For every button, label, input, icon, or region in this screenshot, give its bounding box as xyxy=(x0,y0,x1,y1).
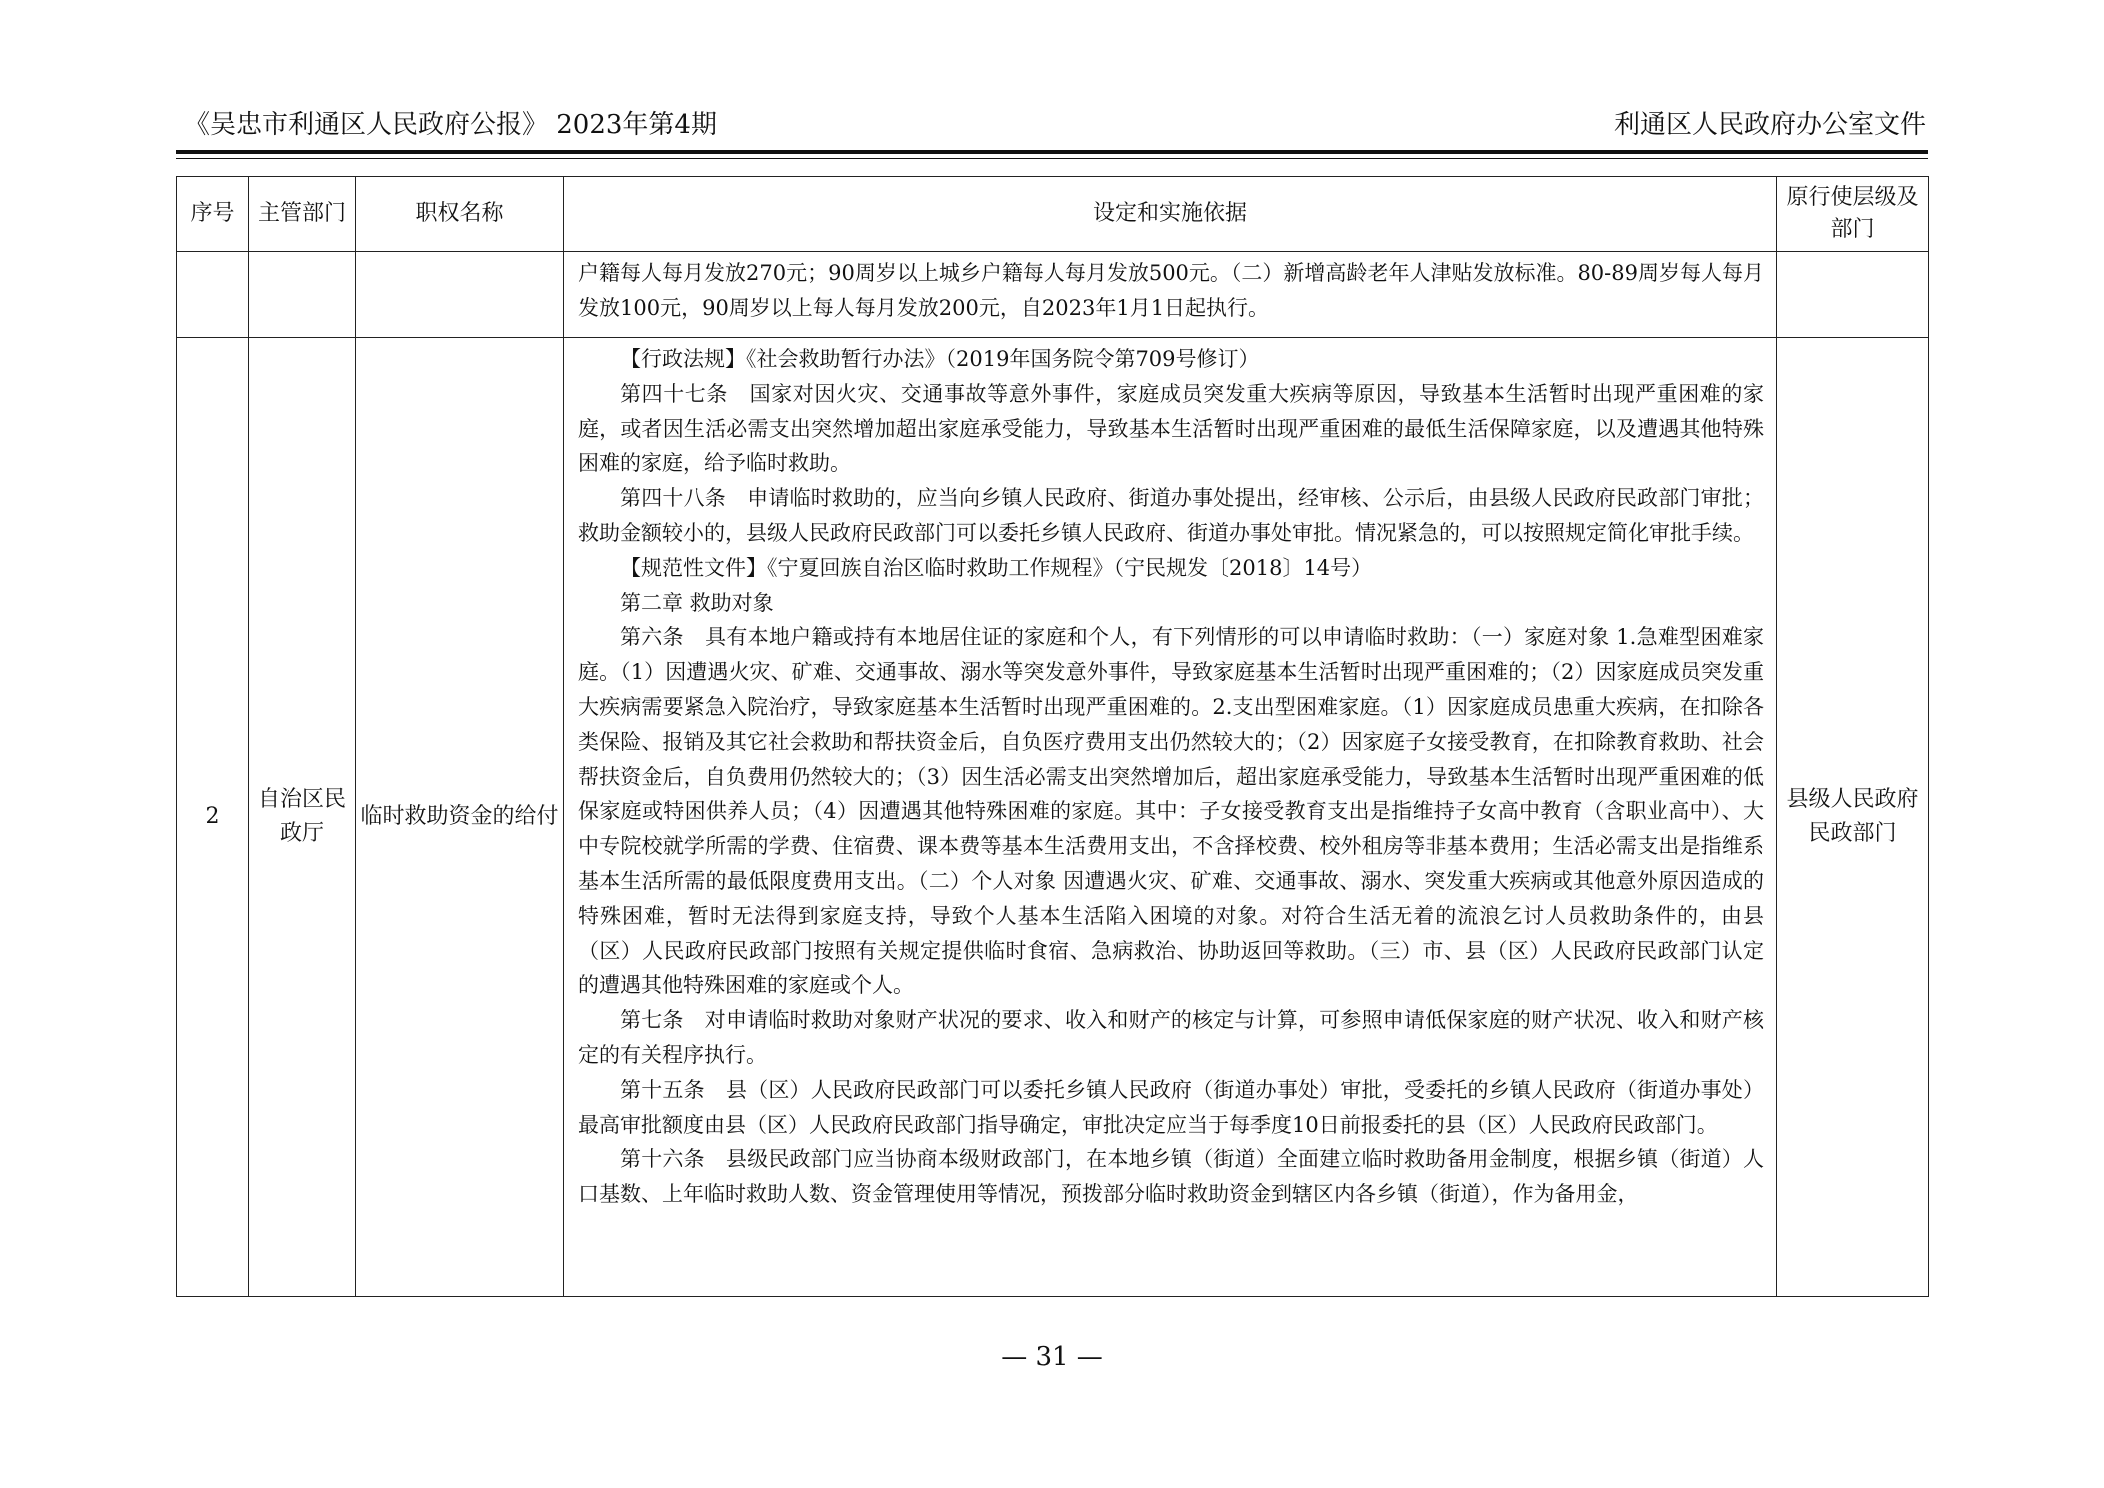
basis-paragraph: 户籍每人每月发放270元；90周岁以上城乡户籍每人每月发放500元。（二）新增高龄老年人津贴发放标准。80-89周岁每人每月发放100元，90周岁以上每人每月发放200元，自2023年1月1日起执行。 xyxy=(578,261,1764,320)
cell-empty xyxy=(177,252,249,338)
cell-dept: 自治区民政厅 xyxy=(249,338,356,1297)
table-header-row xyxy=(177,177,1929,252)
cell-basis-continuation xyxy=(564,252,1777,338)
basis-paragraph: 第十六条 县级民政部门应当协商本级财政部门，在本地乡镇（街道）全面建立临时救助备用金制度，根据乡镇（街道）人口基数、上年临时救助人数、资金管理使用等情况，预拨部分临时救助资金到辖区内各乡镇（街道），作为备用金， xyxy=(578,1147,1764,1207)
basis-paragraph: 【行政法规】《社会救助暂行办法》（2019年国务院令第709号修订） xyxy=(620,347,1260,371)
cell-empty xyxy=(1777,252,1929,338)
basis-paragraph: 第七条 对申请临时救助对象财产状况的要求、收入和财产的核定与计算，可参照申请低保家庭的财产状况、收入和财产核定的有关程序执行。 xyxy=(578,1008,1764,1067)
cell-no: 2 xyxy=(177,338,249,1297)
header-rule-thin xyxy=(176,158,1928,159)
basis-paragraph: 第二章 救助对象 xyxy=(620,590,774,615)
basis-paragraph: 第四十八条 申请临时救助的，应当向乡镇人民政府、街道办事处提出，经审核、公示后，由县级人民政府民政部门审批；救助金额较小的，县级人民政府民政部门可以委托乡镇人民政府、街道办事处审批。情况紧急的，可以按照规定简化审批手续。 xyxy=(578,486,1764,545)
col-header-authority: 职权名称 xyxy=(356,177,564,252)
authority-table xyxy=(176,176,1929,1297)
basis-paragraph: 第四十七条 国家对因火灾、交通事故等意外事件，家庭成员突发重大疾病等原因，导致基本生活暂时出现严重困难的家庭，或者因生活必需支出突然增加超出家庭承受能力，导致基本生活暂时出现严重困难的最低生活保障家庭，以及遭遇其他特殊困难的家庭，给予临时救助。 xyxy=(578,381,1764,476)
col-header-basis: 设定和实施依据 xyxy=(564,177,1777,252)
gazette-title: 《吴忠市利通区人民政府公报》 2023年第4期 xyxy=(184,110,717,140)
cell-empty xyxy=(356,252,564,338)
cell-empty xyxy=(249,252,356,338)
table-row xyxy=(177,338,1929,1297)
basis-paragraph: 第十五条 县（区）人民政府民政部门可以委托乡镇人民政府（街道办事处）审批，受委托的乡镇人民政府（街道办事处）最高审批额度由县（区）人民政府民政部门指导确定，审批决定应当于每季度10日前报委托的县（区）人民政府民政部门。 xyxy=(578,1077,1764,1137)
cell-basis xyxy=(564,338,1777,1297)
col-header-dept: 主管部门 xyxy=(249,177,356,252)
col-header-no: 序号 xyxy=(177,177,249,252)
basis-paragraph: 第六条 具有本地户籍或持有本地居住证的家庭和个人，有下列情形的可以申请临时救助：（一）家庭对象 1.急难型困难家庭。（1）因遭遇火灾、矿难、交通事故、溺水等突发意外事件，导致家庭基本生活暂时出现严重困难的；（2）因家庭成员突发重大疾病需要紧急入院治疗，导致家庭基本生活暂时出现严重困难的。2.支出型困难家庭。（1）因家庭成员患重大疾病，在扣除各类保险、报销及其它社会救助和帮扶资金后，自负医疗费用支出仍然较大的；（2）因家庭子女接受教育，在扣除教育救助、社会帮扶资金后，自负费用仍然较大的；（3）因生活必需支出突然增加后，超出家庭承受能力，导致基本生活暂时出现严重困难的低保家庭或特困供养人员；（4）因遭遇其他特殊困难的家庭。其中：子女接受教育支出是指维持子女高中教育（含职业高中）、大中专院校就学所需的学费、住宿费、课本费等基本生活费用支出，不含择校费、校外租房等非基本费用；生活必需支出是指维系基本生活所需的最低限度费用支出。（二）个人对象 因遭遇火灾、矿难、交通事故、溺水、突发重大疾病或其他意外原因造成的特殊困难，暂时无法得到家庭支持，导致个人基本生活陷入困境的对象。对符合生活无着的流浪乞讨人员救助条件的，由县（区）人民政府民政部门按照有关规定提供临时食宿、急病救治、协助返回等救助。（三）市、县（区）人民政府民政部门认定的遭遇其他特殊困难的家庭或个人。 xyxy=(578,625,1764,998)
cell-level: 县级人民政府民政部门 xyxy=(1777,338,1929,1297)
col-header-level: 原行使层级及部门 xyxy=(1777,177,1929,252)
basis-paragraph: 【规范性文件】《宁夏回族自治区临时救助工作规程》（宁民规发〔2018〕14号） xyxy=(620,555,1373,580)
office-document-label: 利通区人民政府办公室文件 xyxy=(1613,110,1926,140)
table-row-continuation xyxy=(177,252,1929,338)
page-number: — 31 — xyxy=(1001,1342,1103,1372)
header-rule-thick xyxy=(176,150,1928,154)
cell-authority: 临时救助资金的给付 xyxy=(356,338,564,1297)
